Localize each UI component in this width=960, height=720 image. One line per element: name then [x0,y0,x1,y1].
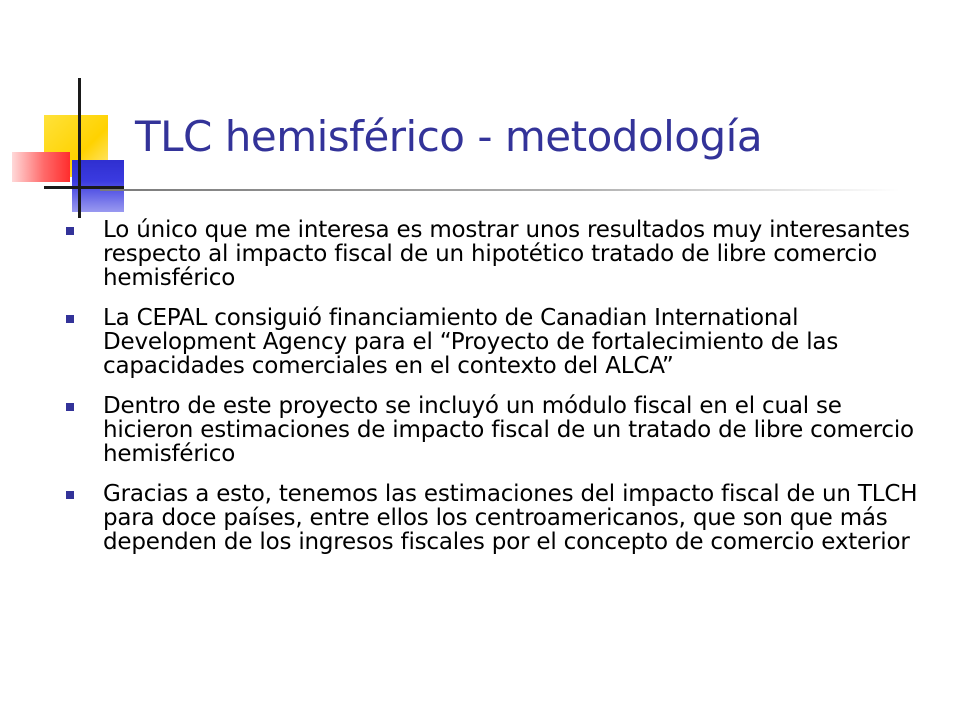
title-divider [100,189,900,191]
bullet-item [66,394,926,466]
colored-squares-logo [0,0,140,230]
slide-title: TLC hemisférico - metodología [135,112,763,161]
bullet-list [66,218,926,570]
square-bullet-icon [66,227,74,235]
square-bullet-icon [66,315,74,323]
bullet-text: Gracias a esto, tenemos las estimaciones del impacto fiscal de un TLCH para doce países, entre ellos los centroamericanos, que son que más dependen de los ingresos fiscales por el concepto de comercio exterior [103,481,918,555]
square-bullet-icon [66,491,74,499]
bullet-text: La CEPAL consiguió financiamiento de Canadian International Development Agency para el “Proyecto de fortalecimiento de las capacidades comerciales en el contexto del ALCA” [103,305,839,379]
bullet-item [66,306,926,378]
square-bullet-icon [66,403,74,411]
vertical-line-icon [78,78,81,218]
bullet-item [66,482,926,554]
bullet-text: Dentro de este proyecto se incluyó un módulo fiscal en el cual se hicieron estimaciones de impacto fiscal de un tratado de libre comercio hemisférico [103,393,914,467]
bullet-item [66,218,926,290]
red-square-icon [12,152,70,182]
bullet-text: Lo único que me interesa es mostrar unos resultados muy interesantes respecto al impacto fiscal de un hipotético tratado de libre comercio hemisférico [103,217,910,291]
